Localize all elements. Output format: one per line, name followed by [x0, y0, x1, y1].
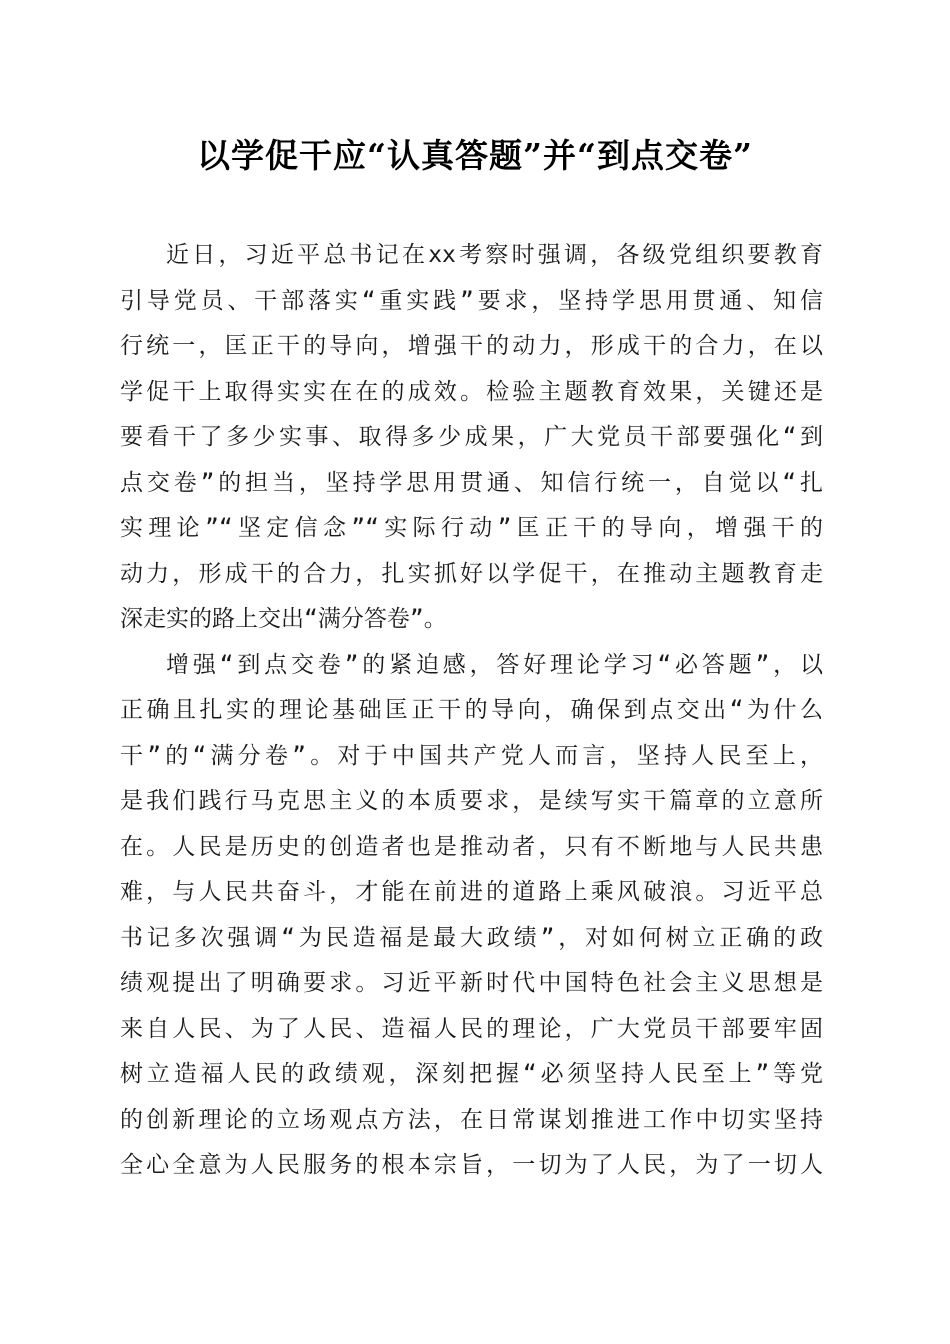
text-line: 树立造福人民的政绩观，深刻把握“必须坚持人民至上”等党 — [120, 1061, 823, 1087]
text-line: 来自人民、为了人民、造福人民的理论，广大党员干部要牢固 — [120, 1015, 823, 1042]
text-line: 增强“到点交卷”的紧迫感，答好理论学习“必答题”，以 — [166, 651, 823, 678]
document-title: 以学促干应“认真答题”并“到点交卷” — [197, 136, 753, 175]
text-line: 的创新理论的立场观点方法，在日常谋划推进工作中切实坚持 — [120, 1106, 823, 1133]
text-line: 全心全意为人民服务的根本宗旨，一切为了人民，为了一切人 — [120, 1152, 823, 1178]
paragraph-2 — [120, 643, 823, 1189]
text-line: 行统一，匡正干的导向，增强干的动力，形成干的合力，在以 — [120, 333, 823, 359]
text-line: 引导党员、干部落实“重实践”要求，坚持学思用贯通、知信 — [120, 287, 823, 314]
text-line: 近日，习近平总书记在xx考察时强调，各级党组织要教育 — [166, 242, 823, 268]
text-line: 是我们践行马克思主义的本质要求，是续写实干篇章的立意所 — [120, 788, 823, 814]
text-line: 绩观提出了明确要求。习近平新时代中国特色社会主义思想是 — [120, 970, 823, 996]
text-line: 动力，形成干的合力，扎实抓好以学促干，在推动主题教育走 — [120, 560, 823, 587]
text-line: 实理论”“坚定信念”“实际行动”匡正干的导向，增强干的 — [120, 515, 823, 541]
text-line: 深走实的路上交出“满分答卷”。 — [120, 606, 447, 632]
text-line: 正确且扎实的理论基础匡正干的导向，确保到点交出“为什么 — [120, 697, 823, 723]
text-line: 学促干上取得实实在在的成效。检验主题教育效果，关键还是 — [120, 378, 823, 405]
text-line: 在。人民是历史的创造者也是推动者，只有不断地与人民共患 — [120, 833, 823, 860]
document-body — [120, 233, 823, 1189]
text-line: 干”的“满分卷”。对于中国共产党人而言，坚持人民至上， — [120, 742, 823, 769]
text-line: 要看干了多少实事、取得多少成果，广大党员干部要强化“到 — [120, 424, 823, 450]
paragraph-1 — [120, 233, 823, 643]
text-line: 点交卷”的担当，坚持学思用贯通、知信行统一，自觉以“扎 — [120, 469, 823, 496]
text-line: 书记多次强调“为民造福是最大政绩”，对如何树立正确的政 — [120, 924, 823, 951]
text-line: 难，与人民共奋斗，才能在前进的道路上乘风破浪。习近平总 — [120, 879, 823, 905]
